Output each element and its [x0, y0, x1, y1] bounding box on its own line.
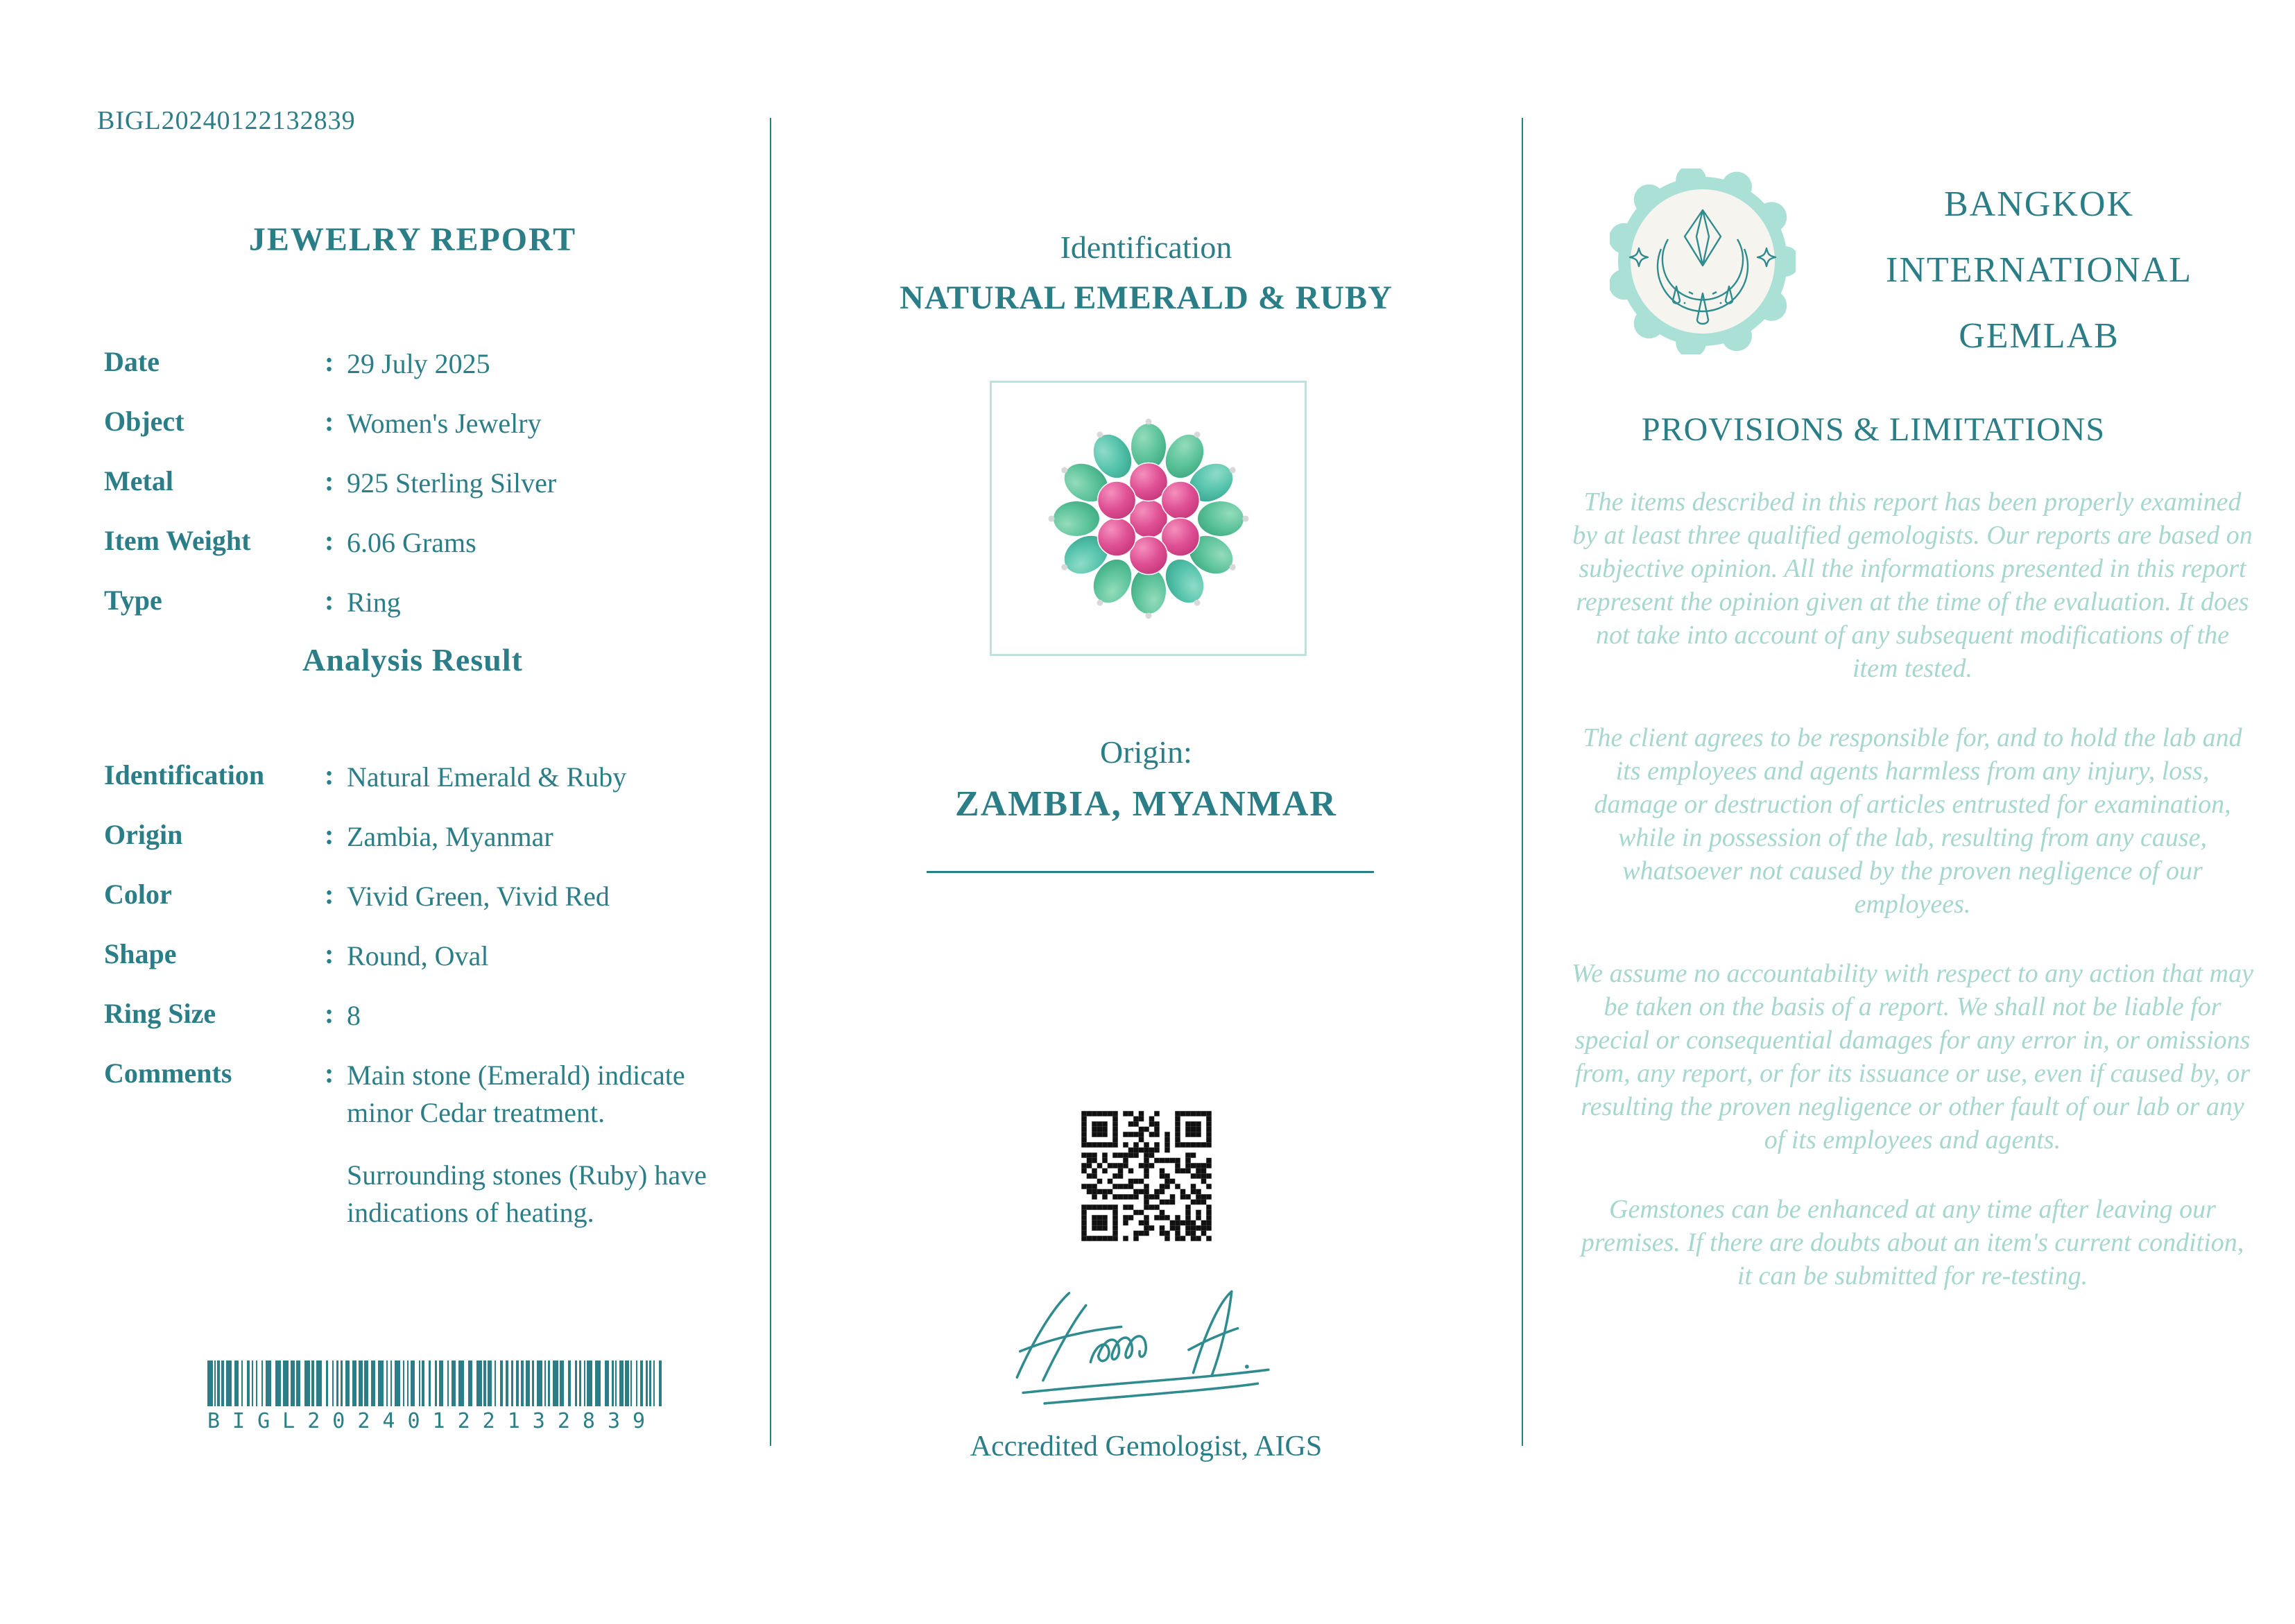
field-label: Type [104, 585, 162, 616]
field-row-identification [97, 759, 728, 807]
field-value: Natural Emerald & Ruby [347, 761, 627, 793]
field-row-color [97, 878, 728, 926]
field-colon: : [325, 465, 334, 496]
identification-column [771, 0, 1521, 1624]
field-row-date [97, 345, 728, 394]
field-value: Round, Oval [347, 940, 489, 971]
origin-underline [927, 871, 1374, 873]
field-colon: : [325, 879, 334, 910]
provisions-paragraph: The client agrees to be responsible for, and to hold the lab and its employees and agents harmless from any injury, loss, damage or destruction of articles entrusted for examination, while in possession of the lab, resulting from any cause, whatsoever not caused by the proven negligence of our employees. [1583, 723, 2242, 919]
field-value: 8 [347, 1000, 361, 1031]
field-value [347, 1057, 735, 1256]
field-colon: : [325, 938, 334, 969]
field-colon: : [325, 525, 334, 556]
gemologist-signature [1000, 1280, 1291, 1426]
provisions-paragraph: We assume no accountability with respect to any action that may be taken on the basis of a report. We shall not be liable for special or consequential damages for any error in, or omissions from, any report, or for its issuance or use, even if caused by, or resulting the proven negligence or other fault of our lab or any of its employees and agents. [1572, 959, 2253, 1155]
analysis-result-heading: Analysis Result [302, 642, 523, 677]
field-label: Color [104, 879, 172, 910]
provisions-paragraph: Gemstones can be enhanced at any time after leaving our premises. If there are doubts about an item's current condition, it can be submitted for re-testing. [1581, 1195, 2244, 1290]
jewelry-photo-frame [990, 381, 1307, 656]
field-row-shape [97, 938, 728, 986]
identification-heading: Identification [1060, 230, 1232, 265]
comment-paragraph: Main stone (Emerald) indicate minor Cedar treatment. [347, 1060, 685, 1128]
field-label: Object [104, 406, 184, 437]
field-label: Ring Size [104, 998, 216, 1029]
provisions-text [1571, 485, 2254, 1329]
barcode-bars [207, 1360, 662, 1406]
field-label: Identification [104, 759, 265, 791]
field-colon: : [325, 585, 334, 616]
field-colon: : [325, 819, 334, 850]
field-value: Vivid Green, Vivid Red [347, 881, 610, 912]
barcode-label: BIGL20240122132839 [207, 1409, 658, 1433]
origin-value: ZAMBIA, MYANMAR [955, 784, 1337, 824]
field-label: Comments [104, 1057, 232, 1089]
field-label: Shape [104, 938, 177, 969]
field-colon: : [325, 1057, 334, 1089]
origin-label: Origin: [1100, 734, 1192, 770]
field-label: Metal [104, 465, 173, 496]
identification-result: NATURAL EMERALD & RUBY [900, 279, 1393, 316]
field-label: Origin [104, 819, 183, 850]
lab-name: BANGKOK INTERNATIONAL GEMLAB [1886, 184, 2192, 356]
field-colon: : [325, 346, 334, 377]
field-colon: : [325, 406, 334, 437]
field-row-object [97, 405, 728, 453]
report-number: BIGL20240122132839 [97, 106, 356, 135]
provisions-paragraph: The items described in this report has been properly examined by at least three qualified gemologists. Our reports are based on subjective opinion. All the informations presented in this report represent the opinion given at the time of the evaluation. It does not take into account of any subsequent modifications of the item tested. [1572, 487, 2253, 683]
gemologist-credential: Accredited Gemologist, AIGS [970, 1431, 1323, 1462]
field-colon: : [325, 998, 334, 1029]
field-value: Zambia, Myanmar [347, 821, 553, 852]
field-row-origin [97, 818, 728, 867]
qr-code [1076, 1105, 1217, 1247]
field-value: 6.06 Grams [347, 527, 476, 558]
gem-pendant-logo-icon [1610, 169, 1796, 354]
lab-column [1523, 0, 2295, 1624]
field-colon: : [325, 759, 334, 791]
field-row-metal [97, 465, 728, 513]
jewelry-photo [1031, 401, 1266, 637]
barcode [207, 1360, 662, 1433]
field-value: 925 Sterling Silver [347, 467, 557, 499]
field-value: Women's Jewelry [347, 408, 542, 439]
field-label: Item Weight [104, 525, 251, 556]
field-value: 29 July 2025 [347, 348, 490, 379]
report-details-column [97, 0, 728, 1624]
field-row-type [97, 584, 728, 632]
field-value: Ring [347, 587, 401, 618]
page-title: JEWELRY REPORT [248, 221, 577, 258]
field-row-ring-size [97, 997, 728, 1046]
comment-paragraph: Surrounding stones (Ruby) have indications of heating. [347, 1159, 707, 1228]
field-label: Date [104, 346, 160, 377]
field-row-item-weight [97, 524, 728, 573]
provisions-heading: PROVISIONS & LIMITATIONS [1641, 411, 2106, 448]
